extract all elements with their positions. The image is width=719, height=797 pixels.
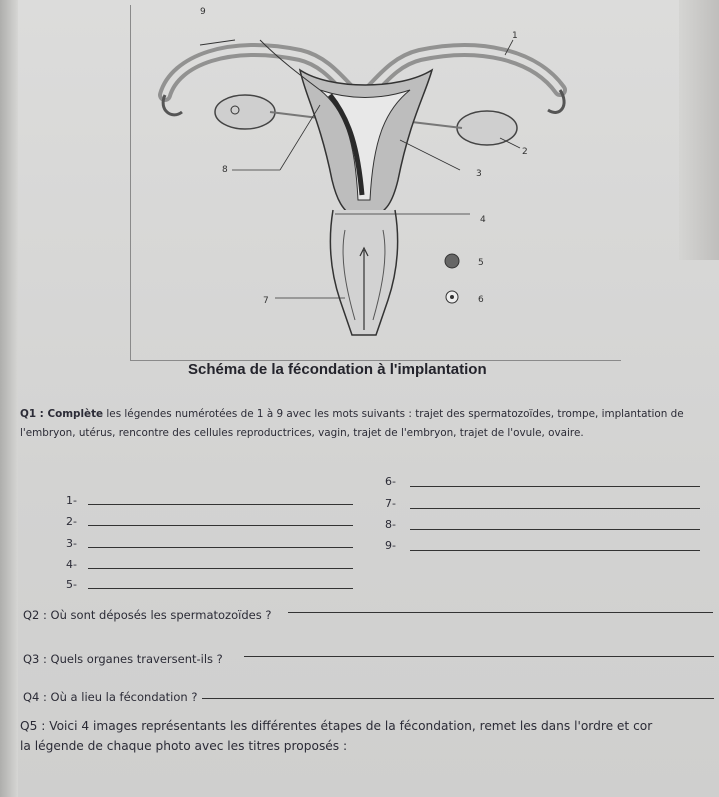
- question-1-text: les légendes numérotées de 1 à 9 avec les mots suivants : trajet des spermatozoïdes, trompe, implantation de l'embryon, utérus, rencontre des cellules reproductrices, vagin, trajet de l'embryon, trajet de l'ovule, ovaire.: [20, 408, 684, 439]
- diagram-label-9: 9: [200, 7, 206, 17]
- blank-line-9[interactable]: [410, 550, 700, 551]
- diagram-label-3: 3: [476, 169, 482, 179]
- question-3: Q3 : Quels organes traversent-ils ?: [23, 652, 223, 666]
- blank-line-2[interactable]: [88, 525, 353, 526]
- question-5: Q5 : Voici 4 images représentants les différentes étapes de la fécondation, remet les dans l'ordre et cor la légende de chaque photo avec les titres proposés :: [20, 719, 653, 753]
- diagram-label-6: 6: [478, 295, 484, 305]
- blank-label-9: 9-: [385, 539, 396, 552]
- question-2: Q2 : Où sont déposés les spermatozoïdes ?: [23, 608, 272, 622]
- question-4: Q4 : Où a lieu la fécondation ?: [23, 690, 198, 704]
- blank-line-5[interactable]: [88, 588, 353, 589]
- blank-label-6: 6-: [385, 475, 396, 488]
- answer-line-q4[interactable]: [202, 698, 714, 699]
- blank-line-4[interactable]: [88, 568, 353, 569]
- diagram-label-1: 1: [512, 31, 518, 41]
- diagram-label-7: 7: [263, 296, 269, 306]
- blank-label-4: 4-: [66, 558, 77, 571]
- blank-label-2: 2-: [66, 515, 77, 528]
- blank-line-6[interactable]: [410, 486, 700, 487]
- diagram-label-8: 8: [222, 165, 228, 175]
- blank-label-1: 1-: [66, 494, 77, 507]
- blank-label-8: 8-: [385, 518, 396, 531]
- diagram-caption: Schéma de la fécondation à l'implantation: [188, 361, 487, 378]
- blank-line-7[interactable]: [410, 508, 700, 509]
- diagram-label-4: 4: [480, 215, 486, 225]
- blank-label-5: 5-: [66, 578, 77, 591]
- question-1-lead: Q1 : Complète: [20, 408, 104, 420]
- blank-label-3: 3-: [66, 537, 77, 550]
- blank-line-8[interactable]: [410, 529, 700, 530]
- answer-line-q2[interactable]: [288, 612, 713, 613]
- blank-label-7: 7-: [385, 497, 396, 510]
- answer-line-q3[interactable]: [244, 656, 714, 657]
- diagram-label-5: 5: [478, 258, 484, 268]
- blank-line-1[interactable]: [88, 504, 353, 505]
- blank-line-3[interactable]: [88, 547, 353, 548]
- diagram-label-2: 2: [522, 147, 528, 157]
- question-1: [20, 405, 710, 443]
